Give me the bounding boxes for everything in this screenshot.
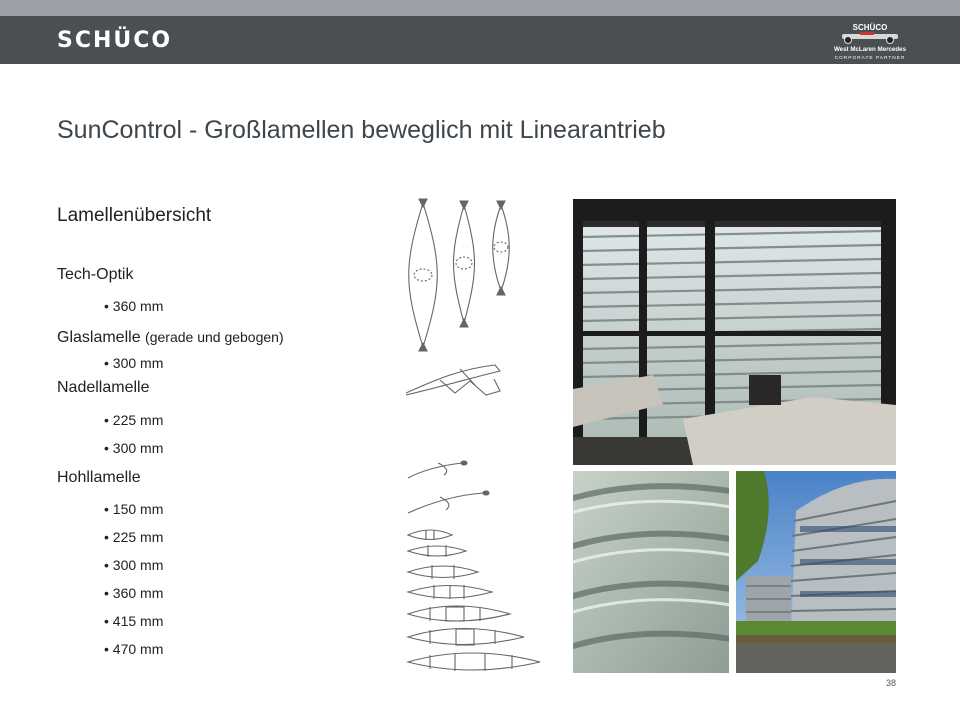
- partner-line-1: West McLaren Mercedes: [833, 46, 907, 53]
- list-item: • 360 mm: [104, 298, 164, 314]
- category-hohllamelle: Hohllamelle: [57, 469, 141, 486]
- hohllamelle-profile-300: [408, 565, 478, 579]
- header-bar: [0, 16, 960, 64]
- nadellamelle-profile-300: [408, 491, 489, 513]
- list-item: • 300 mm: [104, 355, 164, 371]
- list-item: • 300 mm: [104, 440, 164, 456]
- mclaren-partner-badge: [830, 20, 910, 62]
- glass-louvre-photo: [573, 471, 729, 673]
- category-tech-optik: Tech-Optik: [57, 266, 134, 283]
- slide-title: SunControl - Großlamellen beweglich mit Linearantrieb: [57, 116, 666, 144]
- category-glaslamelle: Glaslamelle (gerade und gebogen): [57, 329, 284, 346]
- list-item: • 225 mm: [104, 412, 164, 428]
- interior-louvre-photo: [573, 199, 896, 465]
- glaslamelle-note: (gerade und gebogen): [145, 329, 284, 345]
- list-item: • 300 mm: [104, 557, 164, 573]
- page-number: 38: [886, 678, 897, 688]
- list-item: • 225 mm: [104, 529, 164, 545]
- schueco-logo: SCHÜCO: [57, 28, 173, 53]
- tech-optik-profile-medium: [454, 201, 475, 327]
- hohllamelle-profile-360: [408, 585, 492, 599]
- category-nadellamelle: Nadellamelle: [57, 379, 150, 396]
- hohllamelle-profile-extra: [408, 653, 540, 671]
- hohllamelle-profile-150: [408, 530, 452, 540]
- race-car-icon: [842, 32, 898, 44]
- top-strip: [0, 0, 960, 16]
- list-item: • 360 mm: [104, 585, 164, 601]
- section-heading: Lamellenübersicht: [57, 205, 212, 226]
- glaslamelle-profile: [406, 365, 500, 395]
- hohllamelle-profile-470: [408, 629, 524, 646]
- partner-line-2: CORPORATE PARTNER: [834, 56, 906, 61]
- hohllamelle-profile-415: [408, 606, 510, 621]
- tech-optik-profile-large: [409, 199, 438, 351]
- partner-brand-text: SCHÜCO: [852, 23, 888, 32]
- list-item: • 415 mm: [104, 613, 164, 629]
- tech-optik-profile-small: [493, 201, 510, 295]
- list-item: • 150 mm: [104, 501, 164, 517]
- nadellamelle-profile-225: [408, 461, 467, 478]
- list-item: • 470 mm: [104, 641, 164, 657]
- lamella-profiles-drawing: [400, 195, 550, 675]
- building-exterior-photo: [736, 471, 896, 673]
- hohllamelle-profile-225: [408, 545, 466, 557]
